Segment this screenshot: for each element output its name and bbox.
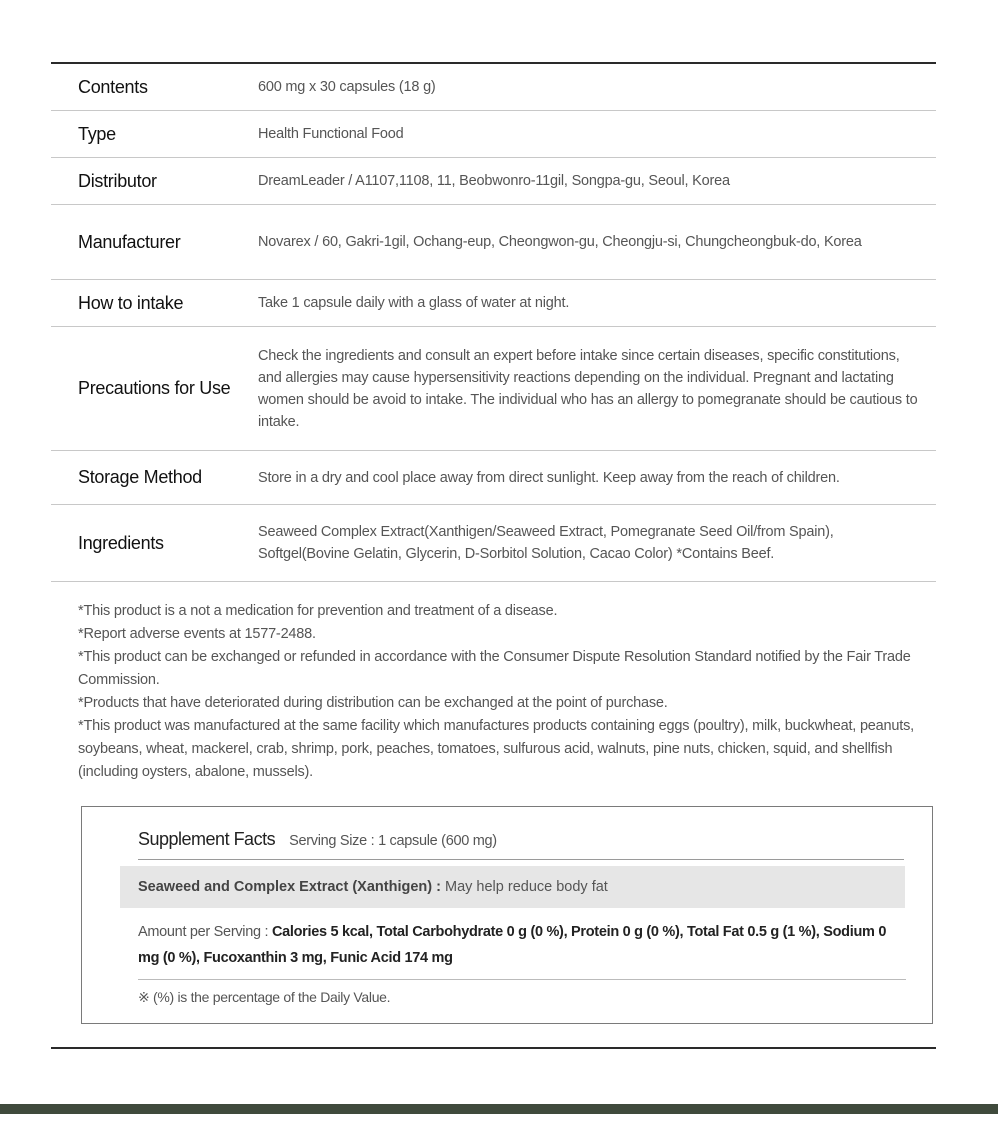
row-value: Seaweed Complex Extract(Xanthigen/Seaweed Extract, Pomegranate Seed Oil/from Spain), Softgel(Bovine Gelatin, Glycerin, D-Sorbitol Solution, Cacao Color) *Contains Beef. [258, 524, 834, 562]
row-value: Take 1 capsule daily with a glass of water at night. [258, 295, 570, 311]
table-row-precautions [51, 327, 936, 451]
row-label: Contents [78, 76, 148, 97]
functional-ingredient-name: Seaweed and Complex Extract (Xanthigen) : [138, 879, 441, 895]
row-label: Distributor [78, 170, 157, 191]
amount-per-serving [138, 919, 906, 971]
row-label: Manufacturer [78, 231, 181, 252]
row-label: Type [78, 123, 116, 144]
footer-bar [0, 1104, 998, 1114]
note-adverse-events: *Report adverse events at 1577-2488. [78, 626, 316, 642]
serving-size: Serving Size : 1 capsule (600 mg) [289, 833, 497, 849]
table-row-ingredients [51, 505, 936, 582]
row-value: Novarex / 60, Gakri-1gil, Ochang-eup, Cheongwon-gu, Cheongju-si, Chungcheongbuk-do, Korea [258, 234, 862, 250]
note-allergen-facility: *This product was manufactured at the same facility which manufactures products containing eggs (poultry), milk, buckwheat, peanuts, soybeans, wheat, mackerel, crab, shrimp, pork, peaches, tomatoes, sulfurous acid, walnuts, pine nuts, chicken, squid, and shellfish (including oysters, abalone, mussels). [78, 718, 914, 780]
functional-ingredient-band [120, 866, 905, 908]
note-exchange-refund: *This product can be exchanged or refunded in accordance with the Consumer Dispute Resolution Standard notified by the Fair Trade Commission. [78, 649, 911, 688]
table-row-how-to-intake [51, 280, 936, 327]
table-row-distributor [51, 158, 936, 205]
amount-values: Calories 5 kcal, Total Carbohydrate 0 g (0 %), Protein 0 g (0 %), Total Fat 0.5 g (1 %), Sodium 0 mg (0 %), Fucoxanthin 3 mg, Funic Acid 174 mg [138, 924, 887, 966]
functional-ingredient [120, 879, 608, 895]
disclaimer-notes [78, 600, 918, 784]
bottom-divider [51, 1047, 936, 1049]
supplement-facts-box [81, 806, 933, 1024]
functional-ingredient-claim: May help reduce body fat [445, 879, 608, 895]
supplement-facts-title: Supplement Facts [138, 829, 276, 849]
facts-divider [138, 979, 906, 980]
note-not-medication: *This product is a not a medication for prevention and treatment of a disease. [78, 603, 558, 619]
supplement-facts-header [138, 829, 904, 860]
row-value: Store in a dry and cool place away from direct sunlight. Keep away from the reach of children. [258, 469, 840, 486]
amount-label: Amount per Serving : [138, 924, 269, 940]
row-label: Storage Method [78, 467, 202, 487]
table-row-type [51, 111, 936, 158]
table-row-storage-method [51, 451, 936, 505]
note-deteriorated-products: *Products that have deteriorated during distribution can be exchanged at the point of purchase. [78, 695, 668, 711]
row-value: DreamLeader / A1107,1108, 11, Beobwonro-11gil, Songpa-gu, Seoul, Korea [258, 173, 730, 189]
row-value: Check the ingredients and consult an expert before intake since certain diseases, specific constitutions, and allergies may cause hypersensitivity reactions depending on the individual. Pregnant and lactating women should be avoid to intake. The individual who has an allergy to pomegranate should be cautious to intake. [258, 347, 918, 430]
table-row-contents [51, 64, 936, 111]
row-value: Health Functional Food [258, 126, 404, 142]
product-info-table [51, 62, 936, 582]
row-label: How to intake [78, 292, 184, 313]
row-label: Ingredients [78, 532, 164, 553]
row-value: 600 mg x 30 capsules (18 g) [258, 79, 436, 95]
daily-value-footnote: ※ (%) is the percentage of the Daily Value. [138, 989, 391, 1005]
row-label: Precautions for Use [78, 378, 231, 398]
table-row-manufacturer [51, 205, 936, 280]
